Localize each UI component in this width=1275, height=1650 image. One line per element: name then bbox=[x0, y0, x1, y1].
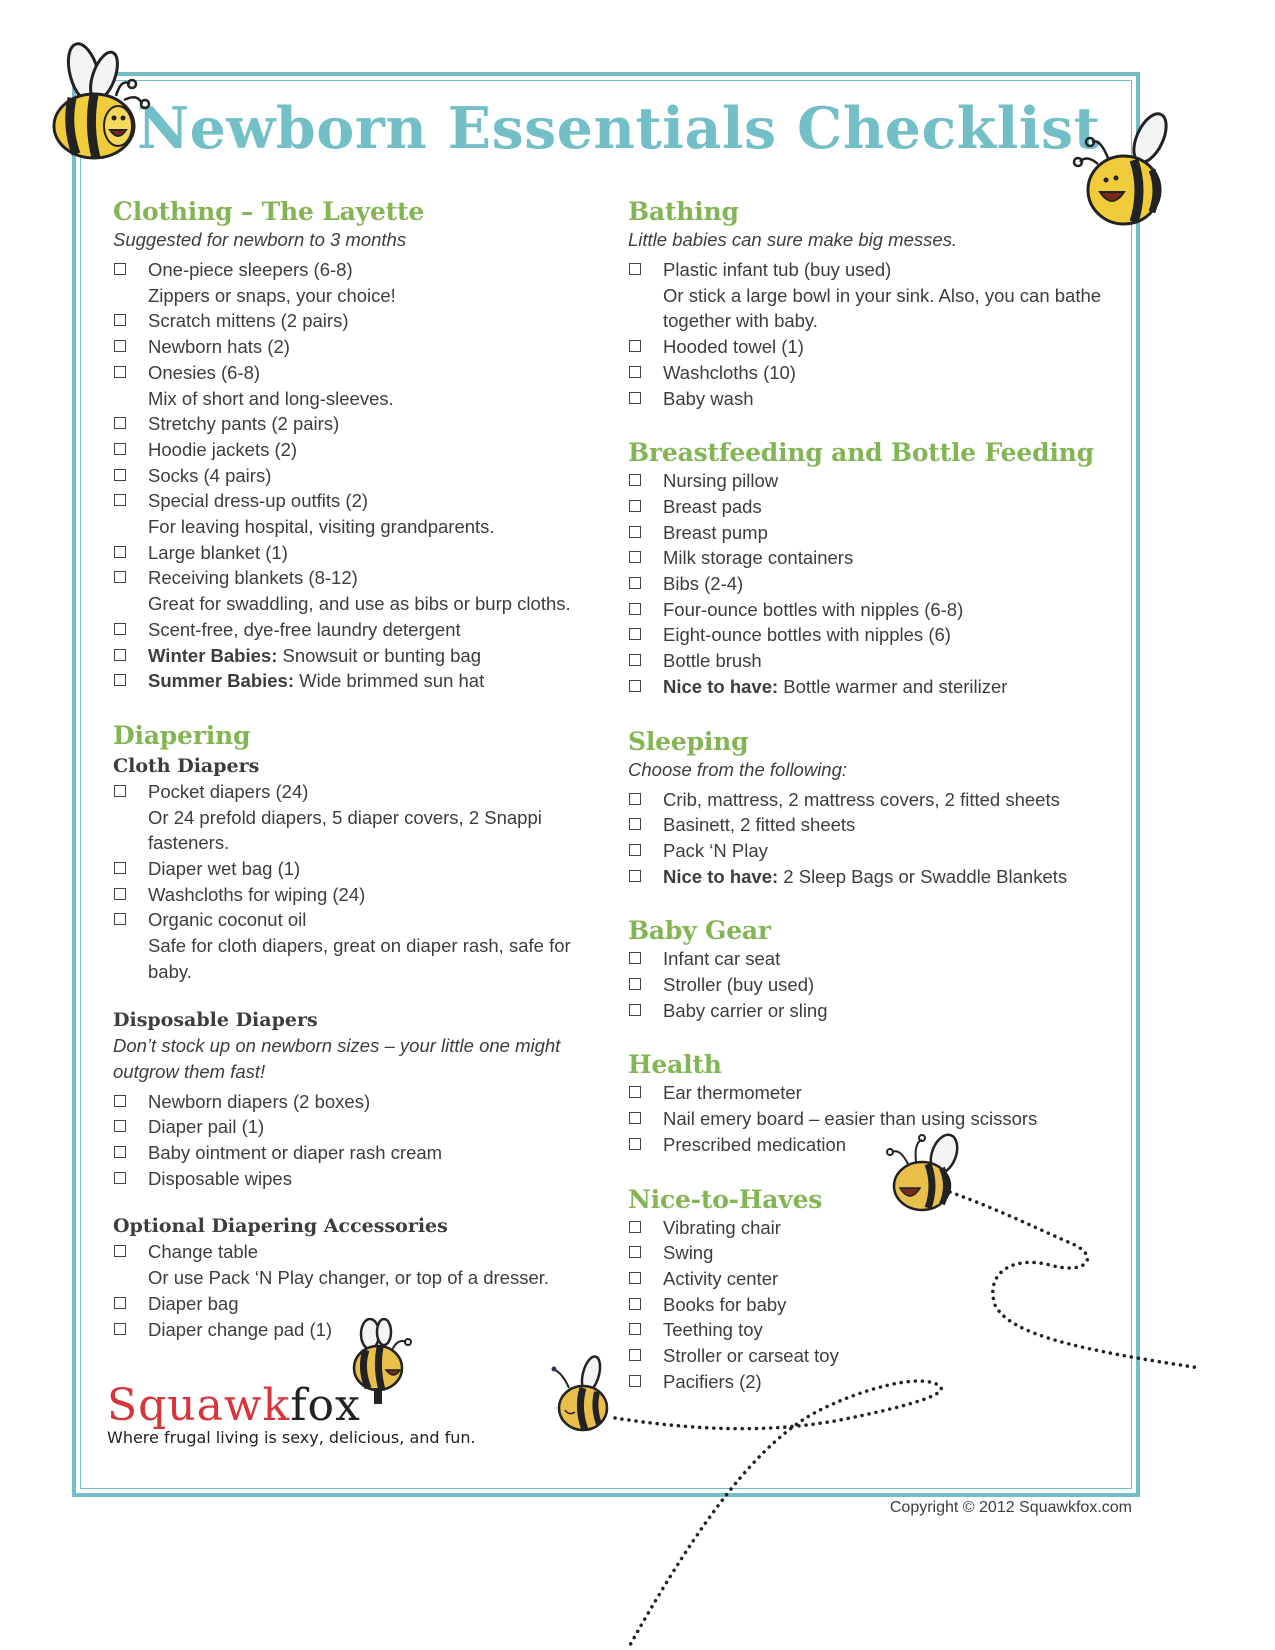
item-prefix: Nice to have: bbox=[663, 865, 779, 887]
checkbox-icon[interactable] bbox=[114, 1146, 126, 1158]
section-health bbox=[628, 1049, 1128, 1157]
item-label: One-piece sleepers (6-8) bbox=[148, 259, 353, 280]
item-label: Disposable wipes bbox=[148, 1167, 292, 1189]
checklist-item bbox=[628, 386, 1128, 412]
item-label: Bibs (2-4) bbox=[663, 573, 744, 595]
checkbox-icon[interactable] bbox=[629, 474, 641, 486]
section-heading: Breastfeeding and Bottle Feeding bbox=[628, 438, 1094, 468]
checkbox-icon[interactable] bbox=[114, 913, 126, 925]
checklist-item bbox=[628, 674, 1128, 700]
section-nice-to-haves bbox=[628, 1184, 1128, 1395]
checklist-item bbox=[113, 308, 613, 334]
checklist-item bbox=[113, 1291, 613, 1317]
item-label: 2 Sleep Bags or Swaddle Blankets bbox=[778, 865, 1068, 887]
item-label: Breast pads bbox=[663, 495, 762, 517]
item-label: Diaper wet bag (1) bbox=[148, 858, 301, 880]
checklist-item bbox=[113, 1239, 613, 1290]
checklist-item bbox=[628, 946, 1128, 972]
checklist-item bbox=[113, 411, 613, 437]
squawkfox-logo bbox=[107, 1382, 476, 1447]
checklist bbox=[113, 1089, 613, 1192]
checklist-item bbox=[113, 1166, 613, 1192]
item-label: Stretchy pants (2 pairs) bbox=[148, 413, 340, 435]
checkbox-icon[interactable] bbox=[629, 1246, 641, 1258]
item-label: Wide brimmed sun hat bbox=[294, 670, 485, 692]
checkbox-icon[interactable] bbox=[114, 1245, 126, 1257]
checklist-item bbox=[628, 812, 1128, 838]
left-column bbox=[113, 196, 613, 1368]
checkbox-icon[interactable] bbox=[629, 340, 641, 352]
checkbox-icon[interactable] bbox=[629, 551, 641, 563]
checkbox-icon[interactable] bbox=[114, 443, 126, 455]
item-label: Stroller or carseat toy bbox=[663, 1345, 839, 1367]
checklist-item bbox=[628, 520, 1128, 546]
item-label: Books for baby bbox=[663, 1293, 787, 1315]
bee-icon-top-right bbox=[1072, 108, 1182, 238]
item-label: Breast pump bbox=[663, 521, 768, 543]
item-label: Bottle brush bbox=[663, 650, 762, 672]
item-label: Baby wash bbox=[663, 387, 754, 409]
item-label: Swing bbox=[663, 1242, 714, 1264]
logo-tagline: Where frugal living is sexy, delicious, and fun. bbox=[107, 1428, 476, 1447]
section-heading: Sleeping bbox=[628, 726, 749, 756]
checklist-item bbox=[113, 488, 613, 539]
item-label: Eight-ounce bottles with nipples (6) bbox=[663, 624, 951, 646]
checklist-item bbox=[628, 1369, 1128, 1395]
checkbox-icon[interactable] bbox=[114, 862, 126, 874]
item-label: Scratch mittens (2 pairs) bbox=[148, 310, 349, 332]
checklist bbox=[628, 787, 1128, 890]
item-label: Special dress-up outfits (2) bbox=[148, 490, 369, 512]
checkbox-icon[interactable] bbox=[629, 526, 641, 538]
checklist-item bbox=[628, 864, 1128, 890]
logo-word-black: fox bbox=[290, 1380, 361, 1431]
checklist-item bbox=[628, 468, 1128, 494]
item-detail: Safe for cloth diapers, great on diaper rash, safe for baby. bbox=[148, 935, 571, 982]
checklist-item bbox=[628, 787, 1128, 813]
item-detail: For leaving hospital, visiting grandparents. bbox=[148, 516, 495, 538]
item-label: Diaper bag bbox=[148, 1292, 239, 1314]
checkbox-icon[interactable] bbox=[114, 546, 126, 558]
item-label: Socks (4 pairs) bbox=[148, 464, 272, 486]
checklist-item bbox=[628, 1317, 1128, 1343]
item-label: Baby ointment or diaper rash cream bbox=[148, 1141, 443, 1163]
item-label: Stroller (buy used) bbox=[663, 974, 815, 996]
checklist-item bbox=[628, 1292, 1128, 1318]
item-label: Newborn diapers (2 boxes) bbox=[148, 1090, 371, 1112]
checkbox-icon[interactable] bbox=[114, 649, 126, 661]
checklist-item bbox=[628, 1106, 1128, 1132]
checkbox-icon[interactable] bbox=[629, 654, 641, 666]
checklist-item bbox=[628, 972, 1128, 998]
item-label: Change table bbox=[148, 1241, 259, 1263]
checkbox-icon[interactable] bbox=[629, 577, 641, 589]
section-sleeping bbox=[628, 726, 1128, 890]
checklist-item bbox=[113, 882, 613, 908]
checkbox-icon[interactable] bbox=[114, 366, 126, 378]
checklist-item bbox=[628, 1132, 1128, 1158]
checklist bbox=[628, 946, 1128, 1023]
checkbox-icon[interactable] bbox=[629, 978, 641, 990]
checklist-item bbox=[628, 1080, 1128, 1106]
checklist-item bbox=[628, 1240, 1128, 1266]
right-column bbox=[628, 196, 1128, 1421]
subsection-heading: Optional Diapering Accessories bbox=[113, 1215, 448, 1238]
checklist-item bbox=[113, 856, 613, 882]
checkbox-icon[interactable] bbox=[629, 1298, 641, 1310]
checklist-item bbox=[628, 360, 1128, 386]
checklist-item bbox=[628, 622, 1128, 648]
checkbox-icon[interactable] bbox=[629, 263, 641, 275]
checklist-item bbox=[113, 1140, 613, 1166]
group-disposable-diapers bbox=[113, 1007, 613, 1192]
item-detail: Great for swaddling, and use as bibs or burp cloths. bbox=[148, 593, 571, 615]
item-detail: Mix of short and long-sleeves. bbox=[148, 387, 394, 409]
item-label: Organic coconut oil bbox=[148, 909, 307, 931]
checkbox-icon[interactable] bbox=[629, 1375, 641, 1387]
checklist-item bbox=[628, 838, 1128, 864]
item-prefix: Summer Babies: bbox=[148, 670, 294, 692]
checkbox-icon[interactable] bbox=[629, 366, 641, 378]
checklist bbox=[628, 257, 1128, 411]
checklist-item bbox=[113, 565, 613, 616]
item-label: Pack ‘N Play bbox=[663, 839, 768, 861]
checkbox-icon[interactable] bbox=[629, 1323, 641, 1335]
checklist-item bbox=[113, 540, 613, 566]
item-label: Diaper change pad (1) bbox=[148, 1318, 333, 1340]
checkbox-icon[interactable] bbox=[629, 1221, 641, 1233]
checkbox-icon[interactable] bbox=[629, 1138, 641, 1150]
item-prefix: Nice to have: bbox=[663, 675, 779, 697]
checkbox-icon[interactable] bbox=[629, 844, 641, 856]
item-detail: Or stick a large bowl in your sink. Also, you can bathe together with baby. bbox=[663, 284, 1102, 332]
checklist-item bbox=[628, 257, 1128, 334]
checkbox-icon[interactable] bbox=[629, 392, 641, 404]
item-detail: Or 24 prefold diapers, 5 diaper covers, 2 Snappi fasteners. bbox=[148, 806, 542, 854]
subsection-heading: Disposable Diapers bbox=[113, 1008, 318, 1031]
section-diapering bbox=[113, 720, 613, 1342]
subsection-heading: Cloth Diapers bbox=[113, 754, 260, 777]
item-label: Baby carrier or sling bbox=[663, 999, 828, 1021]
checklist-item bbox=[113, 779, 613, 856]
checkbox-icon[interactable] bbox=[114, 1172, 126, 1184]
checklist bbox=[113, 257, 613, 694]
checklist-item bbox=[628, 571, 1128, 597]
section-note: Little babies can sure make big messes. bbox=[628, 229, 958, 250]
item-prefix: Winter Babies: bbox=[148, 644, 278, 666]
item-label: Pocket diapers (24) bbox=[148, 780, 309, 802]
checklist-item bbox=[113, 437, 613, 463]
section-heading: Diapering bbox=[113, 720, 251, 750]
item-label: Large blanket (1) bbox=[148, 541, 288, 563]
item-label: Scent-free, dye-free laundry detergent bbox=[148, 618, 461, 640]
checklist-item bbox=[628, 334, 1128, 360]
checklist-item bbox=[113, 643, 613, 669]
section-heading: Bathing bbox=[628, 197, 739, 226]
checkbox-icon[interactable] bbox=[629, 818, 641, 830]
section-note: Don’t stock up on newborn sizes – your little one might outgrow them fast! bbox=[113, 1034, 561, 1082]
checkbox-icon[interactable] bbox=[114, 1095, 126, 1107]
checklist-item bbox=[113, 1089, 613, 1115]
checklist-item bbox=[113, 334, 613, 360]
checkbox-icon[interactable] bbox=[629, 1112, 641, 1124]
checkbox-icon[interactable] bbox=[629, 1004, 641, 1016]
checklist bbox=[628, 1080, 1128, 1157]
section-note: Choose from the following: bbox=[628, 758, 848, 780]
checkbox-icon[interactable] bbox=[114, 623, 126, 635]
item-detail: Zippers or snaps, your choice! bbox=[148, 284, 396, 306]
checkbox-icon[interactable] bbox=[114, 785, 126, 797]
section-heading: Nice-to-Haves bbox=[628, 1184, 823, 1214]
item-label: Milk storage containers bbox=[663, 547, 854, 569]
checkbox-icon[interactable] bbox=[114, 1120, 126, 1132]
item-label: Washcloths for wiping (24) bbox=[148, 883, 366, 905]
checklist-item bbox=[628, 597, 1128, 623]
section-clothing bbox=[113, 196, 613, 694]
checklist-item bbox=[113, 463, 613, 489]
item-label: Infant car seat bbox=[663, 948, 781, 970]
checkbox-icon[interactable] bbox=[114, 417, 126, 429]
item-detail: Or use Pack ‘N Play changer, or top of a dresser. bbox=[148, 1267, 550, 1289]
page-title: Newborn Essentials Checklist bbox=[137, 95, 1101, 162]
checklist-item bbox=[628, 648, 1128, 674]
checklist-item bbox=[628, 545, 1128, 571]
checkbox-icon[interactable] bbox=[114, 888, 126, 900]
checkbox-icon[interactable] bbox=[629, 952, 641, 964]
item-label: Hooded towel (1) bbox=[663, 336, 804, 358]
checklist-item bbox=[113, 617, 613, 643]
checkbox-icon[interactable] bbox=[114, 494, 126, 506]
checkbox-icon[interactable] bbox=[114, 571, 126, 583]
item-label: Basinett, 2 fitted sheets bbox=[663, 814, 856, 836]
checkbox-icon[interactable] bbox=[114, 314, 126, 326]
checklist-item bbox=[113, 668, 613, 694]
checkbox-icon[interactable] bbox=[114, 1323, 126, 1335]
checklist-item bbox=[113, 257, 613, 308]
checkbox-icon[interactable] bbox=[629, 1086, 641, 1098]
item-label: Plastic infant tub (buy used) bbox=[663, 259, 892, 280]
copyright-notice: Copyright © 2012 Squawkfox.com bbox=[889, 1499, 1132, 1516]
item-label: Hoodie jackets (2) bbox=[148, 438, 298, 460]
checkbox-icon[interactable] bbox=[629, 500, 641, 512]
item-label: Washcloths (10) bbox=[663, 361, 796, 383]
bee-icon-flying-right bbox=[884, 1128, 974, 1223]
item-label: Nursing pillow bbox=[663, 470, 779, 492]
checkbox-icon[interactable] bbox=[629, 1349, 641, 1361]
checklist-item bbox=[628, 998, 1128, 1024]
checkbox-icon[interactable] bbox=[114, 1297, 126, 1309]
checkbox-icon[interactable] bbox=[114, 340, 126, 352]
bee-icon-flying-left bbox=[545, 1350, 620, 1440]
section-bathing bbox=[628, 196, 1128, 411]
checklist-item bbox=[628, 1343, 1128, 1369]
checkbox-icon[interactable] bbox=[114, 469, 126, 481]
checklist-item bbox=[113, 360, 613, 411]
item-label: Four-ounce bottles with nipples (6-8) bbox=[663, 598, 964, 620]
item-label: Newborn hats (2) bbox=[148, 336, 290, 358]
item-label: Vibrating chair bbox=[663, 1216, 781, 1238]
section-note: Suggested for newborn to 3 months bbox=[113, 229, 407, 250]
checklist bbox=[628, 468, 1128, 699]
section-heading: Health bbox=[628, 1050, 722, 1080]
checkbox-icon[interactable] bbox=[629, 603, 641, 615]
checklist-item bbox=[628, 1215, 1128, 1241]
section-heading: Baby Gear bbox=[628, 916, 771, 946]
checkbox-icon[interactable] bbox=[629, 680, 641, 692]
checkbox-icon[interactable] bbox=[114, 263, 126, 275]
checkbox-icon[interactable] bbox=[114, 674, 126, 686]
item-label: Onesies (6-8) bbox=[148, 361, 261, 383]
item-label: Activity center bbox=[663, 1267, 779, 1289]
checklist-item bbox=[113, 907, 613, 984]
checklist bbox=[628, 1215, 1128, 1395]
group-cloth-diapers bbox=[113, 753, 613, 985]
logo-wordmark bbox=[107, 1382, 476, 1430]
section-feeding bbox=[628, 437, 1128, 699]
checklist-item bbox=[113, 1114, 613, 1140]
bee-icon-top-left bbox=[46, 38, 156, 168]
item-label: Bottle warmer and sterilizer bbox=[778, 675, 1008, 697]
section-baby-gear bbox=[628, 915, 1128, 1023]
checklist-item bbox=[628, 494, 1128, 520]
item-label: Teething toy bbox=[663, 1319, 763, 1341]
checkbox-icon[interactable] bbox=[629, 793, 641, 805]
checklist-item bbox=[628, 1266, 1128, 1292]
checklist bbox=[113, 779, 613, 985]
item-label: Snowsuit or bunting bag bbox=[277, 644, 481, 666]
item-label: Diaper pail (1) bbox=[148, 1116, 265, 1138]
logo-word-red: Squawk bbox=[107, 1380, 291, 1431]
item-label: Nail emery board – easier than using scissors bbox=[663, 1108, 1038, 1130]
item-label: Pacifiers (2) bbox=[663, 1370, 762, 1392]
item-label: Receiving blankets (8-12) bbox=[148, 567, 358, 589]
item-label: Prescribed medication bbox=[663, 1133, 847, 1155]
checkbox-icon[interactable] bbox=[629, 628, 641, 640]
item-label: Crib, mattress, 2 mattress covers, 2 fitted sheets bbox=[663, 788, 1060, 810]
item-label: Ear thermometer bbox=[663, 1082, 802, 1104]
checkbox-icon[interactable] bbox=[629, 870, 641, 882]
section-heading: Clothing – The Layette bbox=[113, 197, 425, 226]
checkbox-icon[interactable] bbox=[629, 1272, 641, 1284]
